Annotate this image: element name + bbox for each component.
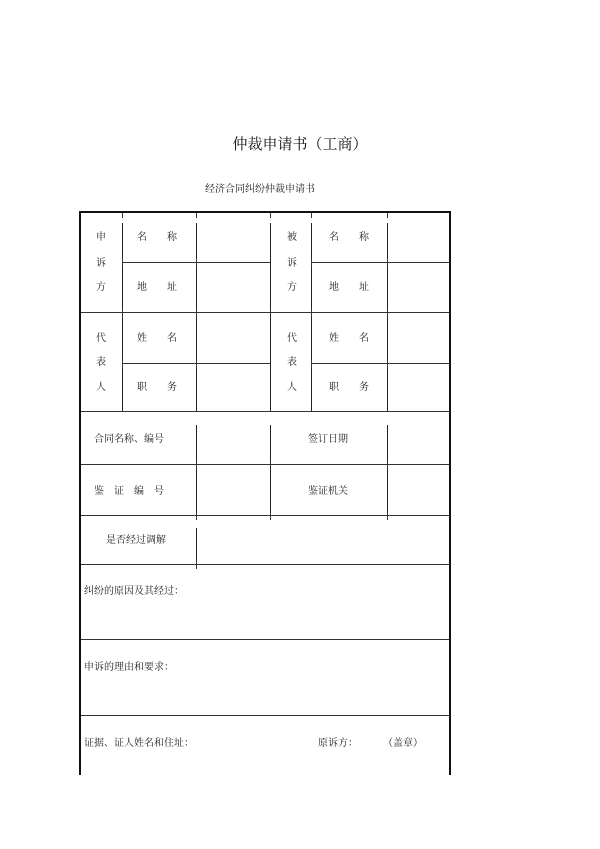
tick-mark: [196, 213, 197, 218]
row-divider-6: [80, 639, 450, 640]
dispute-cause-field[interactable]: [84, 600, 446, 634]
col-line-d: [311, 223, 312, 411]
applicant-rep-heading-char-2: 表: [96, 357, 106, 368]
claim-field[interactable]: [84, 676, 446, 710]
col-line-e: [387, 223, 388, 411]
respondent-address-field[interactable]: [389, 272, 447, 304]
applicant-rep-heading-char-1: 代: [96, 333, 106, 344]
claim-label: 申诉的理由和要求：: [84, 662, 174, 673]
respondent-rep-name-label: 姓 名: [329, 333, 369, 344]
verify-org-label: 鉴证机关: [308, 486, 348, 497]
col-line-a: [122, 223, 123, 411]
applicant-heading-char-3: 方: [96, 282, 106, 293]
sub-divider-left-4: [196, 363, 270, 364]
applicant-name-field[interactable]: [198, 226, 268, 256]
applicant-rep-position-label: 职 务: [137, 382, 177, 393]
respondent-rep-heading-char-1: 代: [287, 333, 297, 344]
cross-mark: [122, 359, 123, 368]
applicant-rep-heading-char-3: 人: [96, 382, 106, 393]
cross-mark: [387, 359, 388, 368]
tick-mark: [387, 213, 388, 218]
cross-mark: [122, 308, 123, 317]
cross-mark: [270, 308, 271, 317]
sub-divider-left-3: [122, 363, 196, 364]
dispute-cause-label: 纠纷的原因及其经过：: [84, 586, 184, 597]
respondent-name-field[interactable]: [389, 226, 447, 256]
col-line-contract-3: [387, 425, 388, 515]
verify-no-field[interactable]: [198, 476, 268, 510]
cross-mark: [387, 460, 388, 469]
sign-date-field[interactable]: [389, 424, 447, 460]
cross-mark: [387, 308, 388, 317]
col-line-contract-2: [270, 425, 271, 515]
sub-divider-right-1: [311, 262, 387, 263]
applicant-name-label: 名 称: [137, 232, 177, 243]
respondent-heading-char-1: 被: [287, 232, 297, 243]
respondent-rep-position-label: 职 务: [329, 382, 369, 393]
sub-divider-left-2: [196, 262, 270, 263]
applicant-heading-char-1: 申: [96, 232, 106, 243]
respondent-rep-heading-char-3: 人: [287, 382, 297, 393]
contract-name-label: 合同名称、编号: [94, 434, 164, 445]
applicant-rep-position-field[interactable]: [198, 372, 268, 406]
sub-divider-right-3: [311, 363, 387, 364]
respondent-address-label: 地 址: [329, 282, 369, 293]
cross-mark: [196, 560, 197, 569]
cross-mark: [270, 460, 271, 469]
applicant-address-field[interactable]: [198, 272, 268, 304]
document-subtitle: 经济合同纠纷仲裁申请书: [205, 184, 315, 195]
col-line-mediation: [196, 528, 197, 564]
cross-mark: [270, 511, 271, 520]
tick-mark: [311, 213, 312, 218]
evidence-field[interactable]: [84, 752, 304, 774]
evidence-label: 证据、证人姓名和住址：: [84, 738, 194, 749]
tick-mark: [122, 213, 123, 218]
col-line-c: [270, 223, 271, 411]
applicant-sign-label: 原诉方：: [318, 738, 358, 749]
contract-name-field[interactable]: [198, 424, 268, 460]
row-divider-7: [80, 715, 450, 716]
respondent-name-label: 名 称: [329, 232, 369, 243]
col-line-b: [196, 223, 197, 411]
verify-no-label: 鉴 证 编 号: [94, 486, 164, 497]
row-divider-2: [80, 411, 450, 412]
applicant-rep-name-label: 姓 名: [137, 333, 177, 344]
mediation-label: 是否经过调解: [106, 535, 166, 546]
sub-divider-right-4: [387, 363, 450, 364]
cross-mark: [196, 511, 197, 520]
sign-date-label: 签订日期: [308, 434, 348, 445]
mediation-field[interactable]: [198, 527, 447, 559]
tick-mark: [270, 213, 271, 218]
cross-mark: [196, 258, 197, 267]
sub-divider-left-1: [122, 262, 196, 263]
row-divider-1: [80, 312, 450, 313]
applicant-heading-char-2: 诉: [96, 258, 106, 269]
row-divider-5: [80, 564, 450, 565]
table-right-border: [449, 211, 451, 775]
respondent-rep-heading-char-2: 表: [287, 357, 297, 368]
cross-mark: [196, 460, 197, 469]
cross-mark: [387, 258, 388, 267]
applicant-rep-name-field[interactable]: [198, 322, 268, 358]
applicant-address-label: 地 址: [137, 282, 177, 293]
table-top-border: [80, 211, 450, 213]
col-line-contract-1: [196, 425, 197, 515]
row-divider-4: [80, 515, 450, 516]
cross-mark: [196, 359, 197, 368]
cross-mark: [311, 258, 312, 267]
cross-mark: [196, 308, 197, 317]
verify-org-field[interactable]: [389, 476, 447, 510]
respondent-rep-name-field[interactable]: [389, 322, 447, 358]
respondent-rep-position-field[interactable]: [389, 372, 447, 406]
respondent-heading-char-3: 方: [287, 282, 297, 293]
sub-divider-right-2: [387, 262, 450, 263]
table-left-border: [79, 211, 81, 775]
document-title: 仲裁申请书（工商）: [232, 135, 368, 153]
cross-mark: [311, 308, 312, 317]
seal-label: （盖章）: [383, 738, 423, 749]
row-divider-3: [80, 464, 450, 465]
respondent-heading-char-2: 诉: [287, 258, 297, 269]
cross-mark: [311, 359, 312, 368]
cross-mark: [387, 511, 388, 520]
cross-mark: [122, 258, 123, 267]
